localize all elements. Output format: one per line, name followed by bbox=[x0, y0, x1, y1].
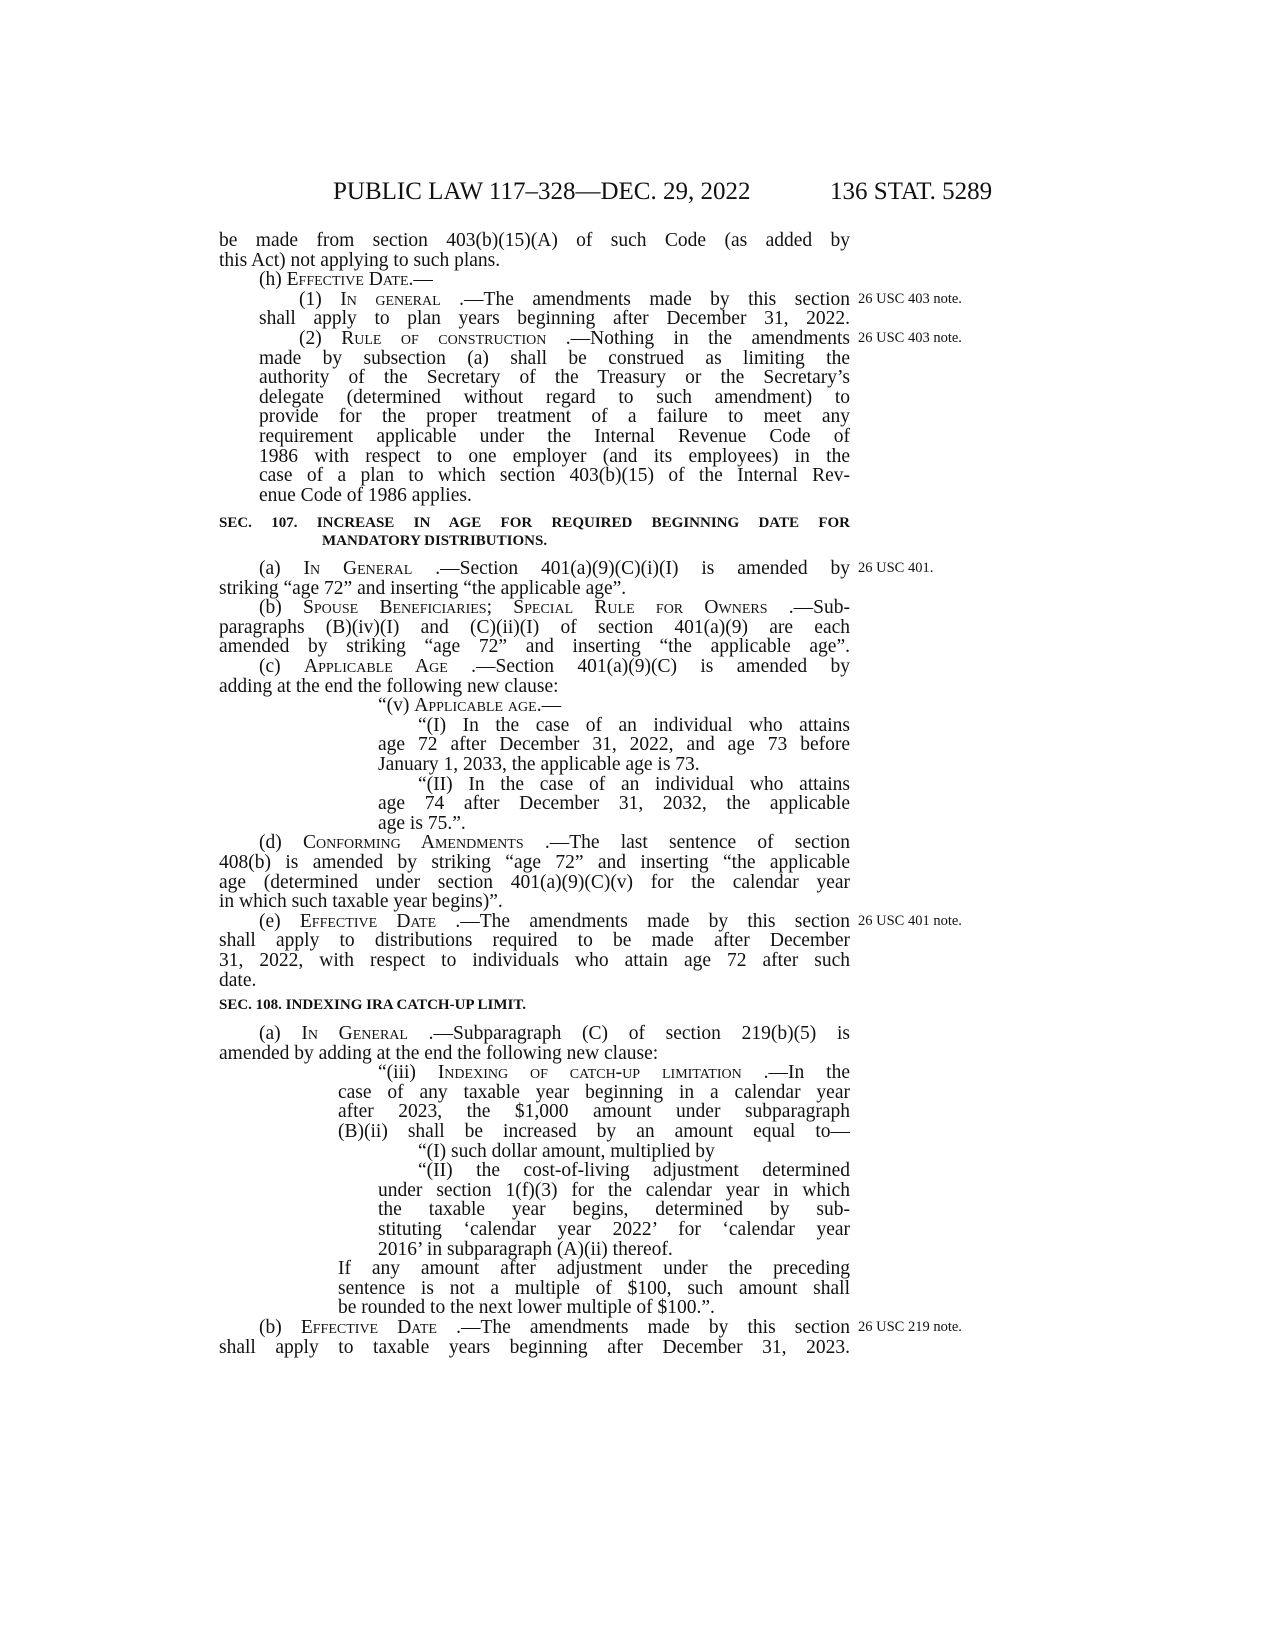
line-text: January 1, 2033, the applicable age is 73. bbox=[378, 754, 700, 775]
text-line bbox=[259, 1024, 850, 1044]
text-line bbox=[259, 657, 850, 677]
line-text: (2) bbox=[299, 329, 342, 349]
line-text: “(v) bbox=[378, 695, 415, 717]
heading-text: SEC. 108. INDEXING IRA CATCH-UP LIMIT. bbox=[219, 997, 526, 1013]
text-line bbox=[219, 892, 850, 912]
text-line bbox=[418, 1161, 850, 1181]
text-line bbox=[259, 1318, 850, 1338]
line-text: .—The amendments made by this section bbox=[459, 289, 850, 310]
line-text: amended by adding at the end the following new clause: bbox=[219, 1042, 659, 1064]
line-text: enue Code of 1986 applies. bbox=[259, 484, 472, 506]
line-text: (e) bbox=[259, 911, 300, 932]
text-line bbox=[259, 912, 850, 932]
line-text: (h) bbox=[259, 269, 287, 291]
line-text: age 74 after December 31, 2032, the applicable bbox=[378, 794, 850, 815]
text-line bbox=[219, 618, 850, 638]
paragraph-caption: Applicable age bbox=[414, 695, 537, 717]
line-text: .—Section 401(a)(9)(C)(i)(I) is amended by bbox=[435, 559, 850, 579]
text-line bbox=[259, 309, 850, 329]
paragraph-caption: Rule of construction bbox=[341, 329, 547, 349]
line-text: age (determined under section 401(a)(9)(C)(v) for the calendar year bbox=[219, 872, 850, 893]
line-text: 31, 2022, with respect to individuals who attain age 72 after such bbox=[219, 951, 850, 971]
text-line bbox=[219, 971, 850, 991]
text-line bbox=[259, 407, 850, 427]
text-line bbox=[299, 290, 850, 310]
margin-citation-note: 26 USC 403 note. bbox=[858, 290, 962, 307]
line-text: “(II) the cost-of-living adjustment determined bbox=[418, 1161, 850, 1182]
line-text: “(I) such dollar amount, multiplied by bbox=[418, 1140, 715, 1162]
line-text: .—Subparagraph (C) of section 219(b)(5) is bbox=[428, 1024, 850, 1044]
text-line bbox=[219, 637, 850, 657]
line-text: .—The last sentence of section bbox=[544, 833, 850, 854]
paragraph-caption: In General bbox=[303, 559, 413, 579]
paragraph-caption: Effective Date bbox=[299, 911, 437, 932]
line-text: adding at the end the following new clause: bbox=[219, 675, 559, 697]
text-line bbox=[378, 1220, 850, 1240]
line-text: authority of the Secretary of the Treasury or the Secretary’s bbox=[259, 368, 850, 389]
text-line bbox=[338, 1122, 850, 1142]
text-line bbox=[338, 1279, 850, 1299]
line-text: age 72 after December 31, 2022, and age 73 before bbox=[378, 735, 850, 756]
margin-citation-note: 26 USC 403 note. bbox=[858, 330, 962, 346]
line-text: (1) bbox=[299, 289, 341, 310]
paragraph-caption: Effective Date bbox=[286, 269, 409, 291]
line-text: age is 75.”. bbox=[378, 812, 466, 834]
line-text: .—Nothing in the amendments bbox=[565, 329, 850, 349]
line-text: “(I) In the case of an individual who attains bbox=[418, 715, 850, 736]
text-line bbox=[219, 931, 850, 951]
line-text: amended by striking “age 72” and inserting “the applicable age”. bbox=[219, 637, 850, 658]
line-text: 408(b) is amended by striking “age 72” and inserting “the applicable bbox=[219, 853, 850, 873]
text-line bbox=[259, 368, 850, 388]
text-line bbox=[219, 579, 850, 599]
text-line bbox=[219, 951, 850, 971]
text-line bbox=[259, 388, 850, 408]
text-line bbox=[338, 1259, 850, 1279]
paragraph-caption: In general bbox=[340, 289, 441, 310]
line-text: be rounded to the next lower multiple of $100.”. bbox=[338, 1297, 715, 1319]
line-text: (c) bbox=[259, 657, 305, 677]
paragraph-caption: In General bbox=[301, 1024, 408, 1044]
line-text: after 2023, the $1,000 amount under subparagraph bbox=[338, 1102, 850, 1123]
line-text: be made from section 403(b)(15)(A) of such Code (as added by bbox=[219, 231, 850, 251]
text-line bbox=[418, 1142, 850, 1162]
margin-citation-note: 26 USC 219 note. bbox=[858, 1319, 962, 1335]
text-line bbox=[378, 755, 850, 775]
section-heading bbox=[219, 513, 850, 533]
heading-text: MANDATORY DISTRIBUTIONS. bbox=[322, 533, 548, 549]
text-line bbox=[378, 696, 850, 716]
text-line bbox=[259, 447, 850, 467]
text-line bbox=[259, 349, 850, 369]
line-text: (d) bbox=[259, 833, 303, 854]
text-line bbox=[418, 775, 850, 795]
text-line bbox=[259, 466, 850, 486]
text-line bbox=[378, 735, 850, 755]
text-line bbox=[219, 1338, 850, 1358]
line-text: .— bbox=[408, 269, 433, 291]
line-text: 2016’ in subparagraph (A)(ii) thereof. bbox=[378, 1238, 673, 1260]
line-text: provide for the proper treatment of a failure to meet any bbox=[259, 407, 850, 428]
text-line bbox=[299, 329, 850, 349]
line-text: striking “age 72” and inserting “the applicable age”. bbox=[219, 577, 627, 599]
text-line bbox=[378, 814, 850, 834]
line-text: shall apply to plan years beginning after December 31, 2022. bbox=[259, 309, 850, 330]
line-text: .—Sub- bbox=[788, 598, 850, 619]
line-text: delegate (determined without regard to such amendment) to bbox=[259, 387, 850, 408]
line-text: .—The amendments made by this section bbox=[455, 911, 850, 932]
line-text: (a) bbox=[259, 559, 304, 579]
text-line bbox=[378, 794, 850, 814]
line-text: shall apply to taxable years beginning after December 31, 2023. bbox=[219, 1337, 850, 1358]
text-line bbox=[378, 1063, 850, 1083]
line-text: “(II) In the case of an individual who attains bbox=[418, 774, 850, 795]
line-text: paragraphs (B)(iv)(I) and (C)(ii)(I) of section 401(a)(9) are each bbox=[219, 617, 850, 638]
text-line bbox=[378, 1240, 850, 1260]
text-line bbox=[418, 716, 850, 736]
line-text: 1986 with respect to one employer (and its employees) in the bbox=[259, 446, 850, 467]
line-text: sentence is not a multiple of $100, such amount shall bbox=[338, 1278, 850, 1299]
margin-citation-note: 26 USC 401 note. bbox=[858, 912, 962, 929]
heading-text: SEC. 107. INCREASE IN AGE FOR REQUIRED BEGINNING DATE FOR bbox=[219, 515, 850, 531]
line-text: .—Section 401(a)(9)(C) is amended by bbox=[471, 657, 850, 677]
text-line bbox=[259, 559, 850, 579]
text-line bbox=[338, 1102, 850, 1122]
line-text: shall apply to distributions required to be made after December bbox=[219, 931, 850, 952]
text-line bbox=[219, 231, 850, 251]
text-line bbox=[259, 833, 850, 853]
text-line bbox=[259, 427, 850, 447]
text-line bbox=[259, 270, 850, 290]
line-text: (B)(ii) shall be increased by an amount equal to— bbox=[338, 1122, 850, 1142]
margin-citation-note: 26 USC 401. bbox=[858, 560, 934, 576]
paragraph-caption: Spouse Beneficiaries; Special Rule for Owners bbox=[303, 598, 768, 619]
line-text: requirement applicable under the Internal Revenue Code of bbox=[259, 427, 850, 447]
text-line bbox=[219, 677, 850, 697]
running-header-title: PUBLIC LAW 117–328—DEC. 29, 2022 bbox=[333, 178, 751, 205]
line-text: If any amount after adjustment under the preceding bbox=[338, 1259, 850, 1280]
text-line bbox=[219, 251, 850, 271]
paragraph-caption: Indexing of catch-up limitation bbox=[437, 1063, 742, 1084]
text-line bbox=[259, 486, 850, 506]
text-line bbox=[219, 873, 850, 893]
line-text: date. bbox=[219, 969, 257, 991]
text-line bbox=[378, 1181, 850, 1201]
paragraph-caption: Conforming Amendments bbox=[302, 833, 524, 854]
line-text: .—The amendments made by this section bbox=[456, 1318, 850, 1338]
line-text: case of any taxable year beginning in a calendar year bbox=[338, 1082, 850, 1103]
paragraph-caption: Effective Date bbox=[300, 1318, 437, 1338]
line-text: case of a plan to which section 403(b)(15) of the Internal Rev- bbox=[259, 466, 850, 487]
line-text: (b) bbox=[259, 1318, 301, 1338]
line-text: the taxable year begins, determined by sub- bbox=[378, 1200, 850, 1221]
line-text: under section 1(f)(3) for the calendar year in which bbox=[378, 1180, 850, 1201]
line-text: (b) bbox=[259, 598, 304, 619]
line-text: in which such taxable year begins)”. bbox=[219, 891, 503, 913]
text-line bbox=[259, 598, 850, 618]
line-text: .—In the bbox=[763, 1063, 850, 1084]
line-text: .— bbox=[536, 695, 562, 717]
line-text: “(iii) bbox=[378, 1063, 438, 1084]
text-line bbox=[219, 1044, 850, 1064]
statute-page-number: 136 STAT. 5289 bbox=[830, 178, 993, 205]
line-text: stituting ‘calendar year 2022’ for ‘calendar year bbox=[378, 1220, 850, 1240]
paragraph-caption: Applicable Age bbox=[304, 657, 448, 677]
text-line bbox=[219, 853, 850, 873]
line-text: this Act) not applying to such plans. bbox=[219, 249, 501, 271]
text-line bbox=[378, 1200, 850, 1220]
text-line bbox=[338, 1083, 850, 1103]
line-text: made by subsection (a) shall be construed as limiting the bbox=[259, 348, 850, 369]
section-heading bbox=[219, 995, 850, 1015]
text-line bbox=[338, 1298, 850, 1318]
section-heading bbox=[322, 531, 850, 551]
line-text: (a) bbox=[259, 1024, 302, 1044]
